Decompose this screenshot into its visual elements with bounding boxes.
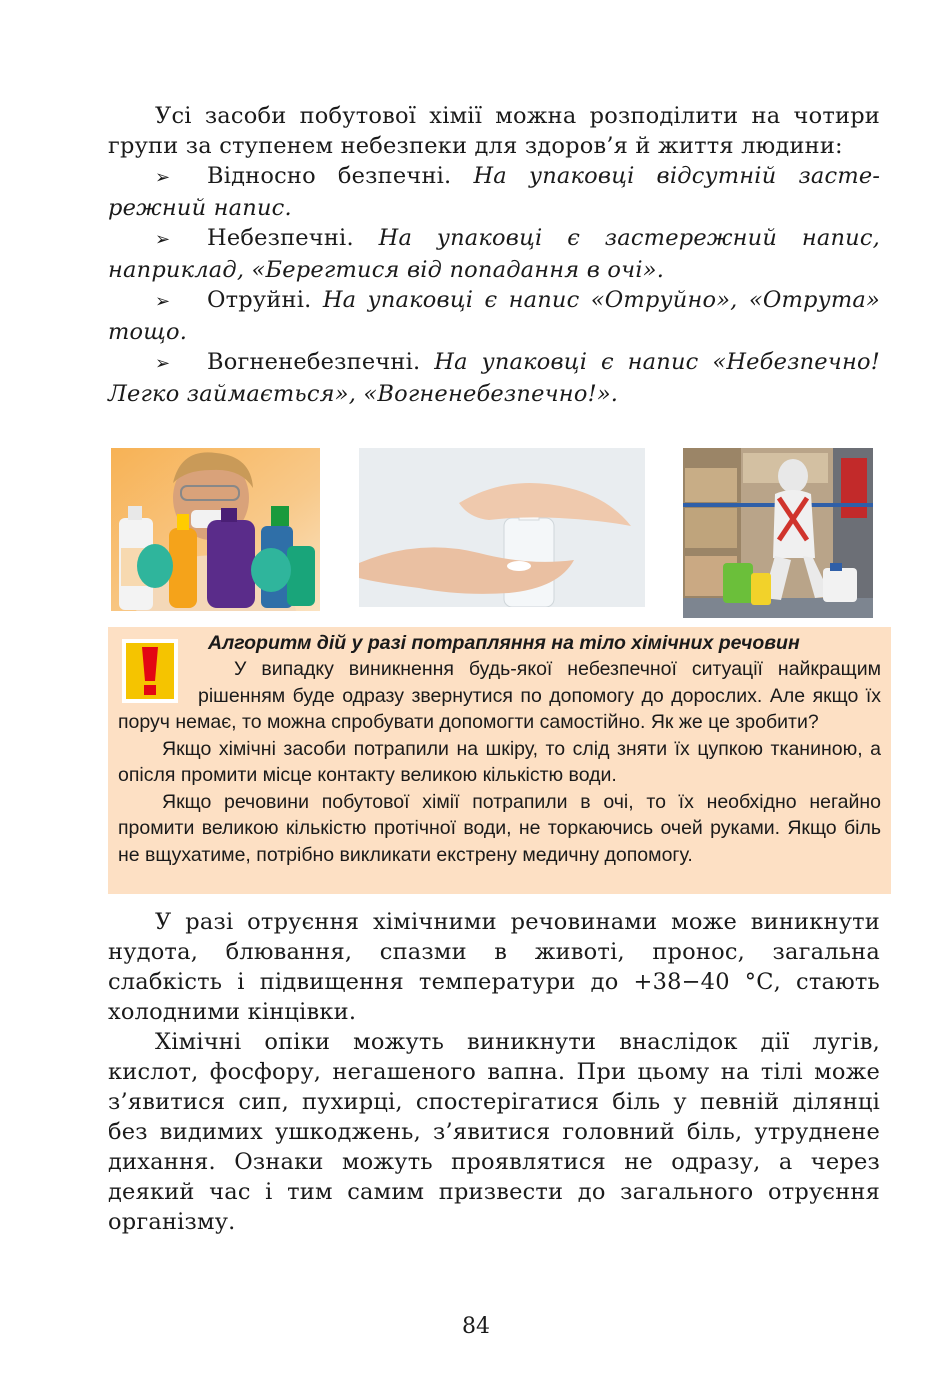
algorithm-title: Алгоритм дій у разі потрапляння на тіло хімічних речовин	[208, 632, 800, 654]
body-section	[108, 907, 880, 1237]
hazard-group-item	[108, 161, 880, 223]
hazard-groups-list	[108, 161, 880, 409]
group-description: На упаковці є застережний напис, наприклад, «Берегтися від попадання в очі».	[108, 225, 880, 283]
intro-paragraph: Усі засоби побутової хімії можна розподілити на чотири групи за ступенем небезпеки для здоров’я й життя людини:	[108, 103, 880, 159]
arrow-bullet-icon: ➢	[155, 167, 171, 188]
group-description: На упаковці є напис «Отруйно», «Отрута» тощо.	[108, 287, 880, 345]
group-term: Вогненебезпечні.	[207, 349, 421, 375]
hazard-group-item	[108, 347, 880, 409]
woman-with-cleaning-bottles-photo	[111, 448, 320, 611]
group-term: Отруйні.	[207, 287, 312, 313]
group-description: На упаковці є напис «Небезпечно! Легко займається», «Вогненебезпечно!».	[108, 349, 880, 407]
body-paragraph: Хімічні опіки можуть виникнути внаслідок дії лугів, кислот, фосфору, негашеного вапна. При цьому на тілі може з’явитися сип, пухирці, спостерігатися біль у певній ділянці без видимих ушкоджень, з’явитися головний біль, утруднене дихання. Ознаки можуть проявлятися не одразу, а через деякий час і тим самим призвести до загального отруєння організму.	[108, 1029, 880, 1235]
algorithm-paragraph: У випадку виникнення будь-якої небезпечної ситуації найкращим рішенням буде одразу звернутися по допомогу до дорослих. Але якщо їх поруч немає, то можна спробувати допомогти самостійно. Як же це зробити?	[118, 658, 881, 733]
algorithm-paragraph: Якщо речовини побутової хімії потрапили в очі, то їх необхідно негайно промити великою кількістю протічної води, не торкаючись очей руками. Якщо біль не вщухатиме, потрібно викликати екстрену медичну допомогу.	[118, 790, 881, 866]
body-paragraph: У разі отруєння хімічними речовинами може виникнути нудота, блювання, спазми в животі, пронос, загальна слабкість і підвищення температури до +38−40 °С, стають холодними кінцівки.	[108, 909, 880, 1025]
group-description: На упаковці відсутній застережний напис.	[108, 163, 880, 221]
group-term: Небезпечні.	[207, 225, 354, 251]
exclamation-warning-icon	[122, 639, 178, 703]
worker-in-protective-suit-photo	[683, 448, 873, 618]
algorithm-paragraph: Якщо хімічні засоби потрапили на шкіру, то слід зняти їх цупкою тканиною, а опісля промити місце контакту великою кількістю води.	[118, 737, 881, 786]
arrow-bullet-icon: ➢	[155, 353, 171, 374]
group-term: Відносно безпечні.	[207, 163, 452, 189]
arrow-bullet-icon: ➢	[155, 291, 171, 312]
first-aid-algorithm-box	[108, 627, 891, 894]
page-number: 84	[462, 1314, 490, 1339]
hazard-group-item	[108, 285, 880, 347]
hands-with-soap-dispenser-photo	[359, 448, 645, 607]
arrow-bullet-icon: ➢	[155, 229, 171, 250]
hazard-group-item	[108, 223, 880, 285]
intro-section	[108, 101, 880, 409]
